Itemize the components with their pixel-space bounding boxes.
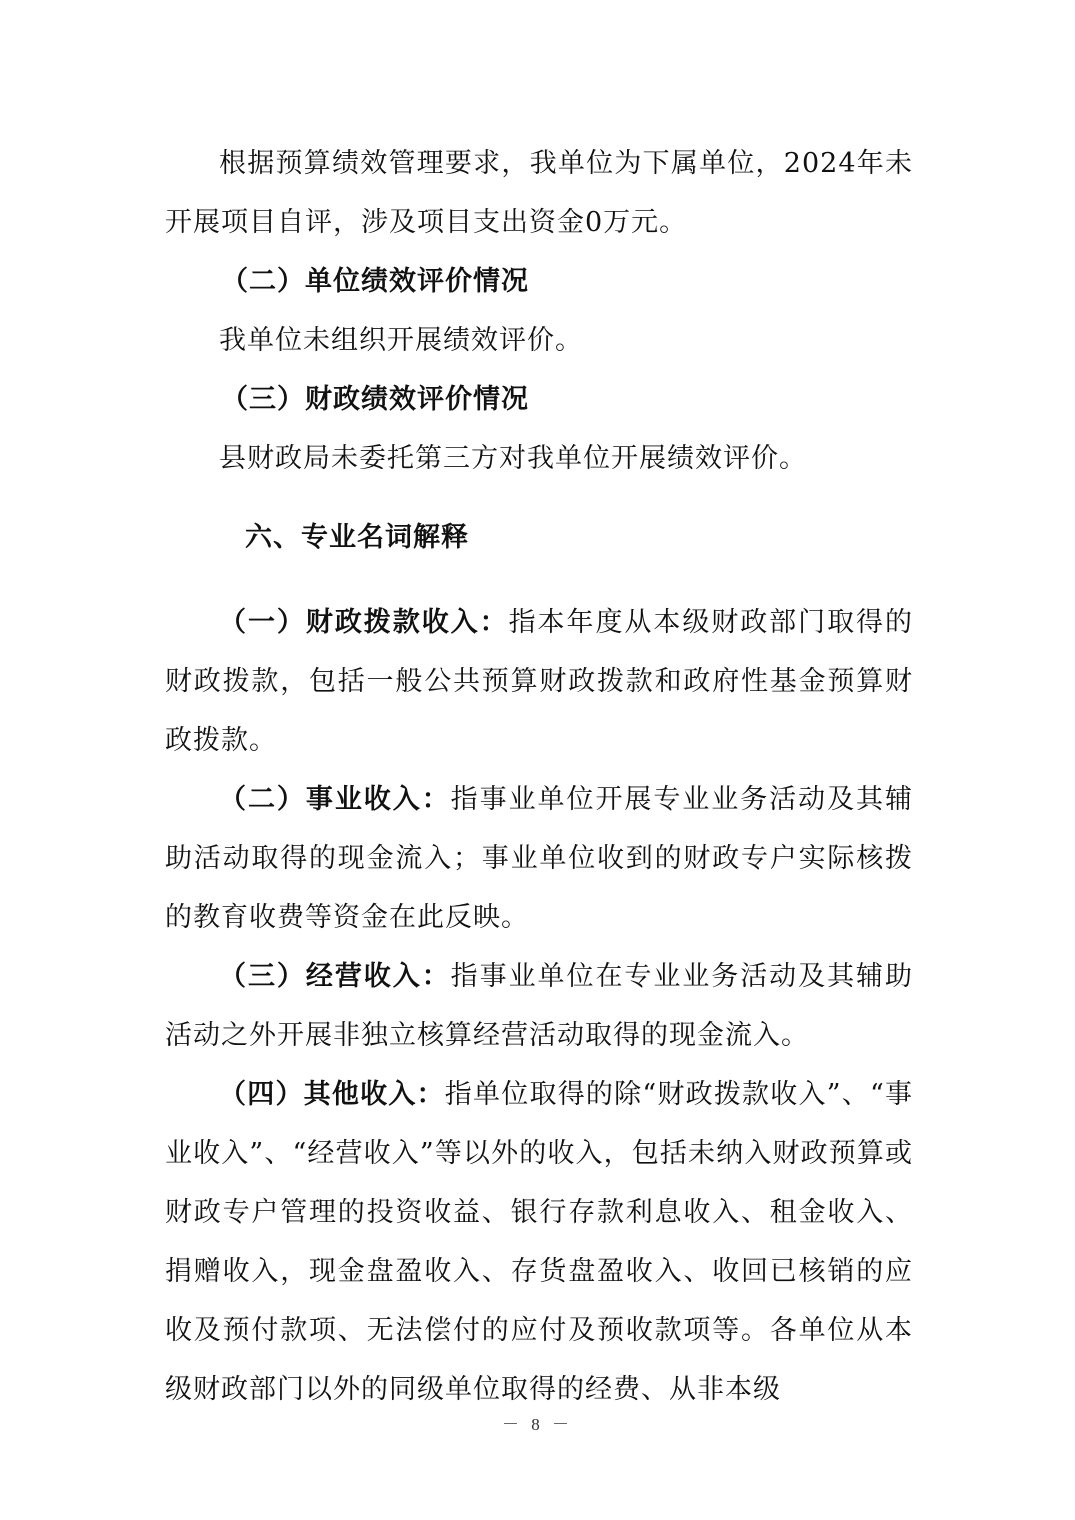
glossary-definition: 指本年度从本级财政部门取得的财政拨款，包括一般公共预算财政拨款和政府性基金预算财政拨款。 — [165, 607, 914, 756]
glossary-item — [165, 770, 913, 947]
glossary-item — [165, 1065, 913, 1419]
paragraph-unit-evaluation: 我单位未组织开展绩效评价。 — [219, 325, 583, 356]
glossary-definition: 指单位取得的除“财政拨款收入”、“事业收入”、“经营收入”等以外的收入，包括未纳入财政预算或财政专户管理的投资收益、银行存款利息收入、租金收入、捐赠收入，现金盘盈收入、存货盘盈收入、收回已核销的应收及预付款项、无法偿付的应付及预收款项等。各单位从本级财政部门以外的同级单位取得的经费、从非本级 — [165, 1079, 913, 1405]
glossary-term: （二）事业收入： — [219, 784, 451, 815]
section-heading-glossary: 六、专业名词解释 — [245, 522, 469, 553]
page-number: － 8 － — [502, 1415, 573, 1434]
glossary-item — [165, 947, 913, 1065]
heading-unit-performance-evaluation: （二）单位绩效评价情况 — [221, 266, 529, 297]
glossary-definition: 指事业单位开展专业业务活动及其辅助活动取得的现金流入；事业单位收到的财政专户实际核拨的教育收费等资金在此反映。 — [165, 784, 914, 933]
glossary-item — [165, 593, 913, 770]
glossary-term: （四）其他收入： — [219, 1079, 445, 1110]
paragraph-project-self-evaluation: 根据预算绩效管理要求，我单位为下属单位，2024年未开展项目自评，涉及项目支出资金0万元。 — [165, 148, 913, 238]
glossary-definition: 指事业单位在专业业务活动及其辅助活动之外开展非独立核算经营活动取得的现金流入。 — [165, 961, 914, 1051]
heading-finance-performance-evaluation: （三）财政绩效评价情况 — [221, 384, 529, 415]
glossary-term: （三）经营收入： — [219, 961, 451, 992]
document-body — [165, 134, 913, 1419]
paragraph-finance-evaluation: 县财政局未委托第三方对我单位开展绩效评价。 — [219, 443, 807, 474]
glossary-term: （一）财政拨款收入： — [219, 607, 509, 638]
